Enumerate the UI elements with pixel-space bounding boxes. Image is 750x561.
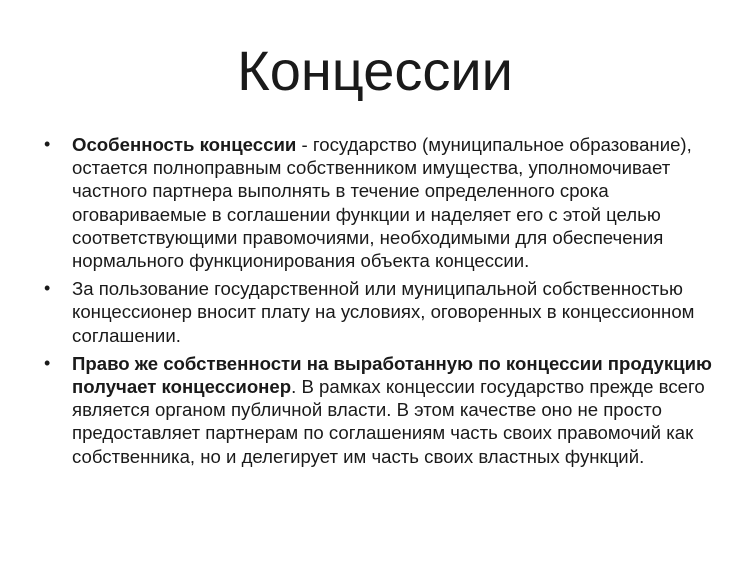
bullet-bold-text: Право же собственности на выработанную по концессии продукцию получает концессионер: [72, 352, 712, 398]
bullet-item-2: [44, 277, 734, 347]
bullet-list: [44, 133, 734, 473]
bullet-item-1: [44, 133, 734, 272]
bullet-dot-icon: •: [44, 278, 51, 299]
bullet-text: - государство (муниципальное образование), остается полноправным собственником имущества, уполномочивает частного партнера выполнять в течение определенного срока оговариваемые в соглашении функции и наделяет его с этой целью соответствующими правомочиями, необходимыми для обеспечения нормального функционирования объекта концессии.: [72, 134, 692, 272]
bullet-text: . В рамках концессии государство прежде всего является органом публичной власти. В этом качестве оно не просто предоставляет партнерам по соглашениям часть своих правомочий как собственника, но и делегирует им часть своих властных функций.: [72, 376, 705, 467]
bullet-item-3: [44, 352, 734, 468]
bullet-bold-text: Особенность концессии: [72, 134, 297, 155]
bullet-dot-icon: •: [44, 352, 51, 373]
bullet-text: За пользование государственной или муниципальной собственностью концессионер вносит плату на условиях, оговоренных в концессионном соглашении.: [72, 278, 695, 346]
slide-title: Концессии: [237, 39, 513, 102]
bullet-dot-icon: •: [44, 134, 51, 154]
